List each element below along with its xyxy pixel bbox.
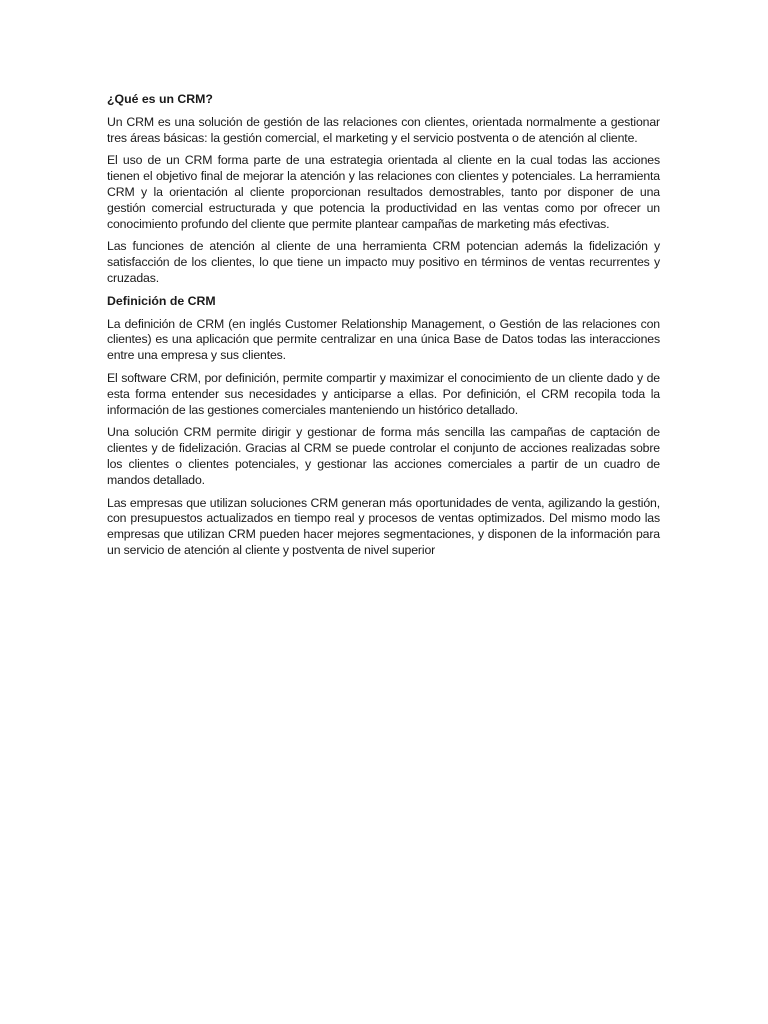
section-heading: ¿Qué es un CRM? — [107, 92, 213, 106]
section-que-es-crm — [107, 92, 660, 287]
paragraph: El software CRM, por definición, permite compartir y maximizar el conocimiento de un cliente dado y de esta forma entender sus necesidades y anticiparse a ellas. Por definición, el CRM recopila toda la información de las gestiones comerciales manteniendo un histórico detallado. — [107, 370, 660, 417]
paragraph: Una solución CRM permite dirigir y gestionar de forma más sencilla las campañas de captación de clientes y de fidelización. Gracias al CRM se puede controlar el conjunto de acciones realizadas sobre los clientes o clientes potenciales, y gestionar las acciones comerciales a partir de un cuadro de mandos detallado. — [107, 425, 660, 487]
paragraph: Las funciones de atención al cliente de una herramienta CRM potencian además la fidelización y satisfacción de los clientes, lo que tiene un impacto muy positivo en términos de ventas recurrentes y cruzadas. — [107, 239, 660, 285]
paragraph: Las empresas que utilizan soluciones CRM generan más oportunidades de venta, agilizando la gestión, con presupuestos actualizados en tiempo real y procesos de ventas optimizados. Del mismo modo las empresas que utilizan CRM pueden hacer mejores segmentaciones, y disponen de la información para un servicio de atención al cliente y postventa de nivel superior — [107, 495, 660, 557]
paragraph: El uso de un CRM forma parte de una estrategia orientada al cliente en la cual todas las acciones tienen el objetivo final de mejorar la atención y las relaciones con clientes y potenciales. La herramienta CRM y la orientación al cliente proporcionan resultados demostrables, tanto por disponer de una gestión comercial estructurada y que potencia la productividad en las ventas como por ofrecer un conocimiento profundo del cliente que permite plantear campañas de marketing más efectivas. — [107, 153, 660, 231]
section-heading: Definición de CRM — [107, 293, 216, 308]
paragraph: La definición de CRM (en inglés Customer Relationship Management, o Gestión de las relaciones con clientes) es una aplicación que permite centralizar en una única Base de Datos todas las interacciones entre una empresa y sus clientes. — [107, 316, 660, 363]
paragraph: Un CRM es una solución de gestión de las relaciones con clientes, orientada normalmente a gestionar tres áreas básicas: la gestión comercial, el marketing y el servicio postventa o de atención al cliente. — [107, 114, 660, 145]
section-definicion-crm — [107, 294, 660, 559]
